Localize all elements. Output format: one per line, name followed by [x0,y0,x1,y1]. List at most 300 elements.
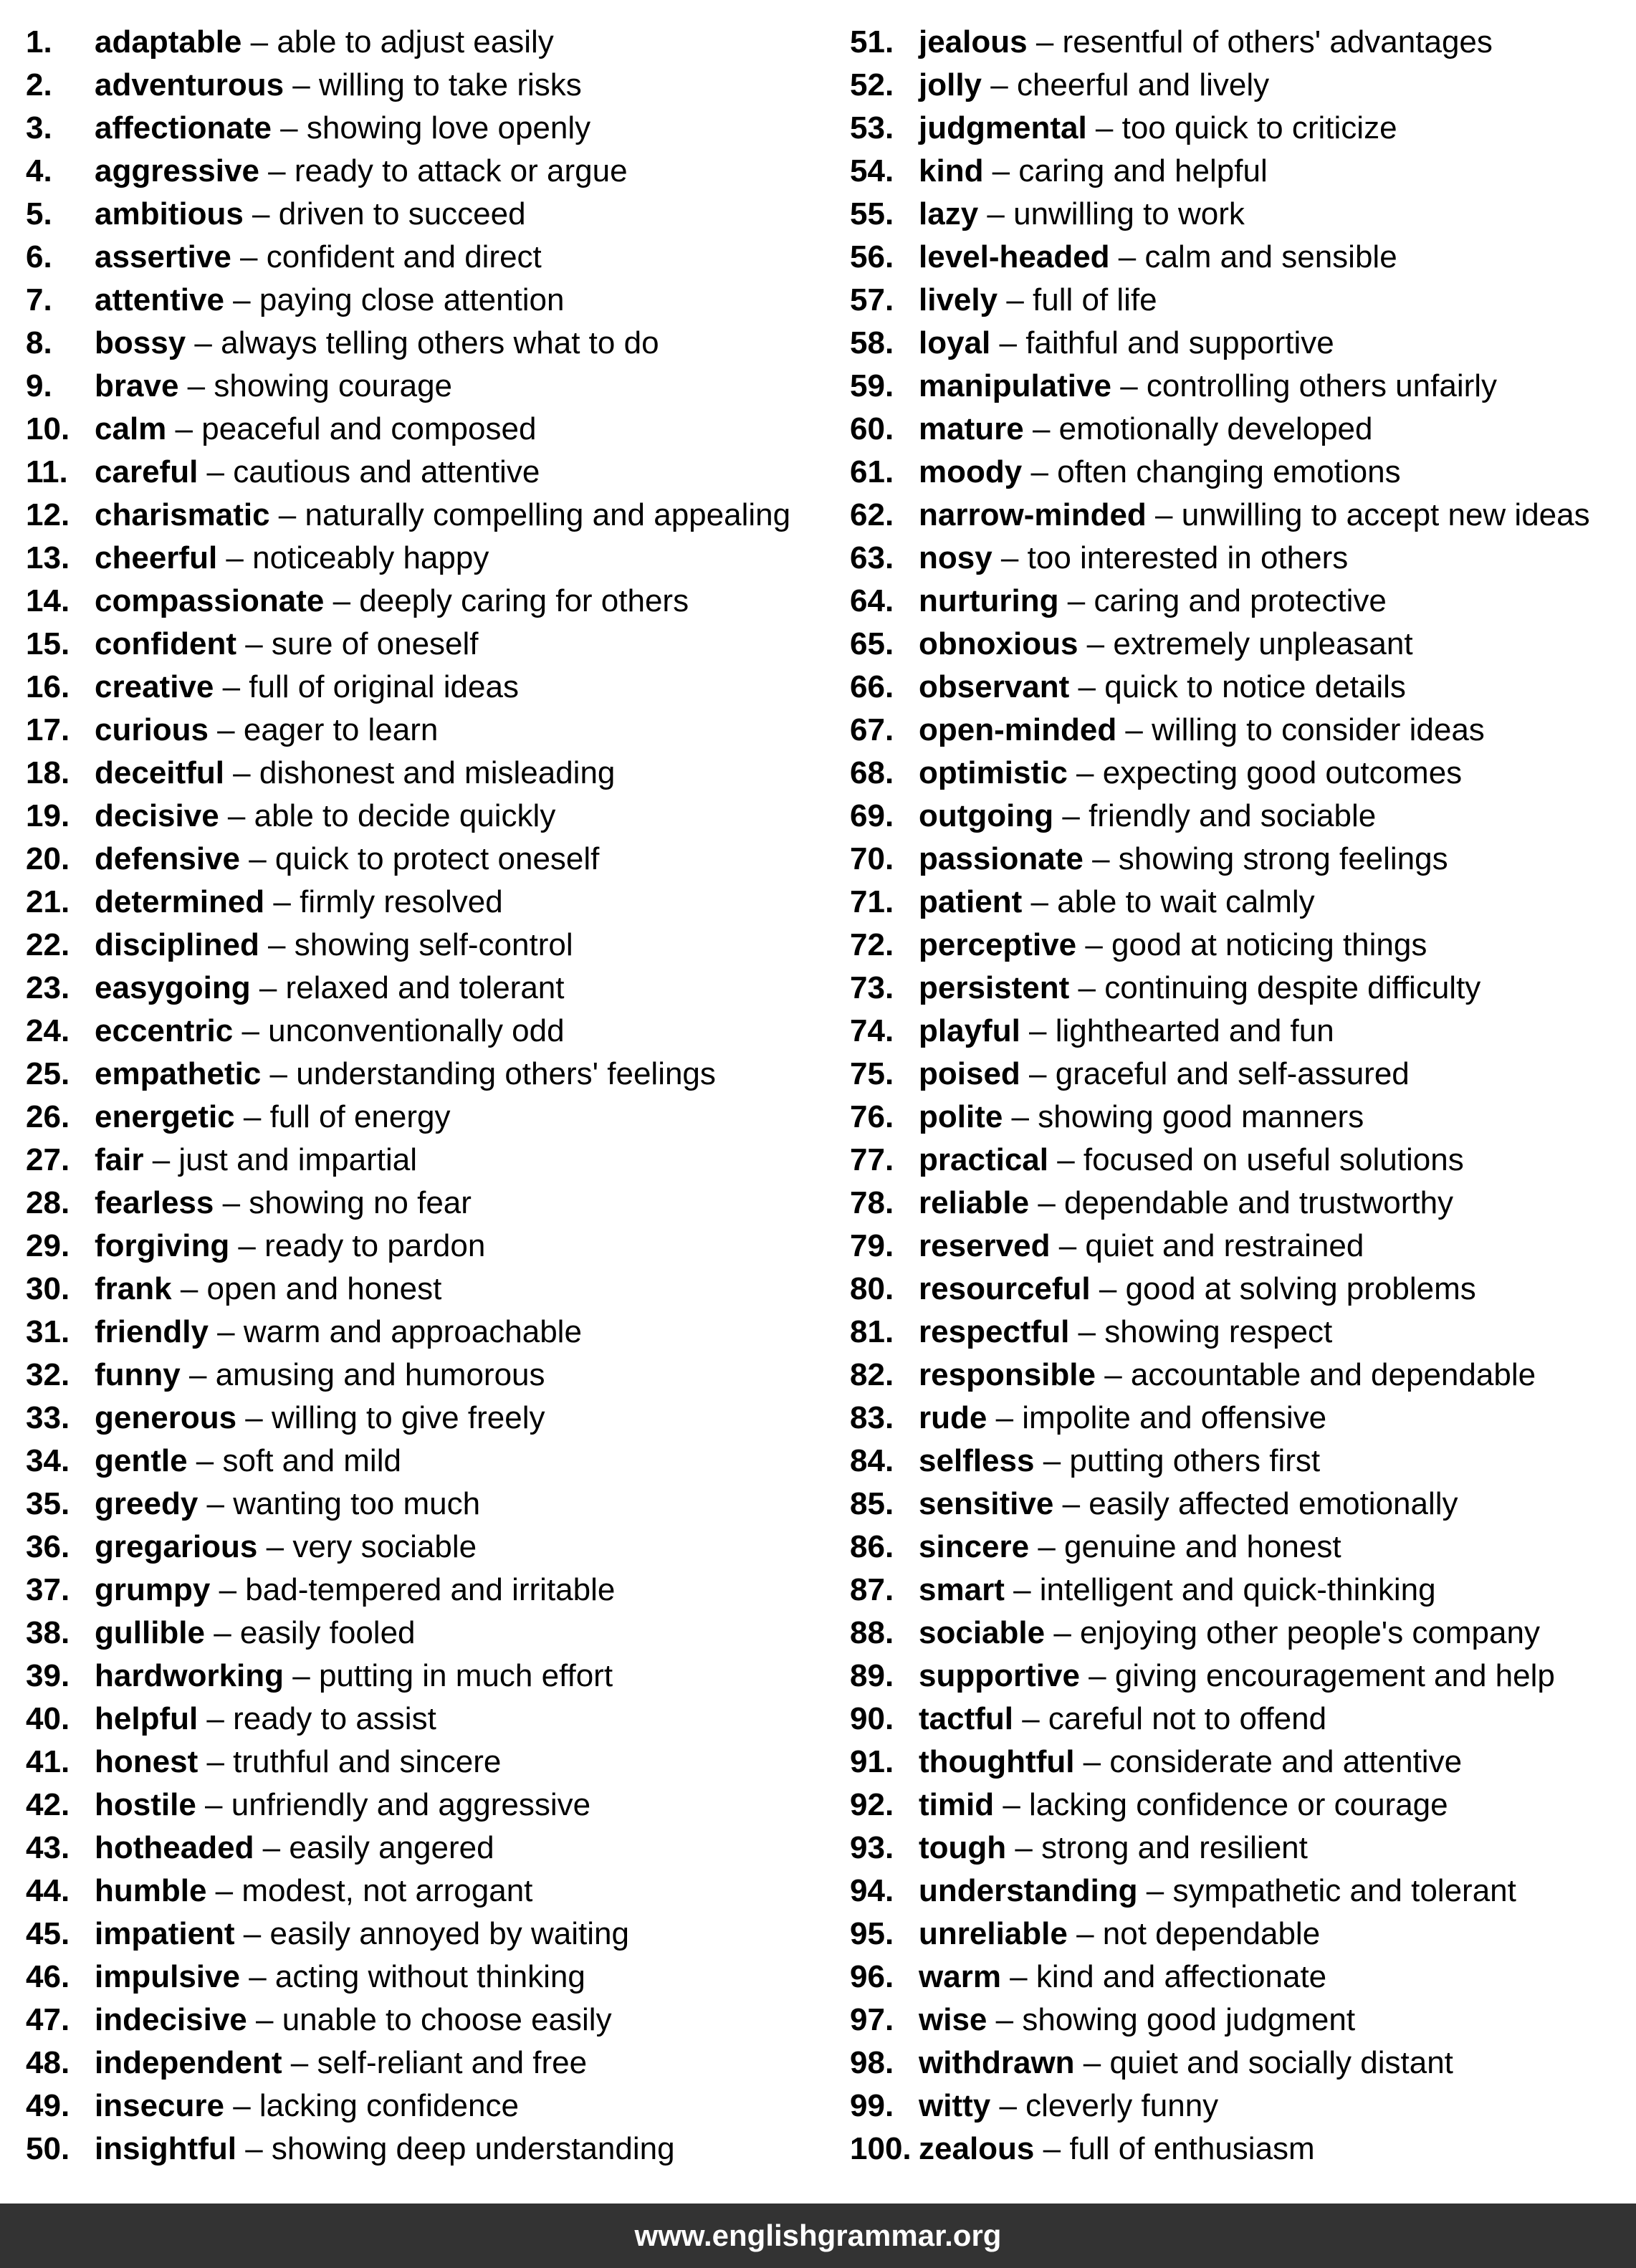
list-item [26,1010,821,1053]
item-number: 60. [850,411,894,446]
item-dash: – [1078,626,1114,661]
list-item [850,322,1624,365]
list-item [26,1096,821,1139]
item-definition: bad-tempered and irritable [245,1572,616,1607]
item-dash: – [998,282,1033,317]
item-number: 14. [26,583,70,618]
item-term: poised [919,1056,1020,1091]
item-definition: full of enthusiasm [1069,2131,1315,2166]
item-term: grumpy [95,1572,211,1607]
item-dash: – [243,196,279,231]
item-definition: amusing and humorous [215,1357,545,1392]
item-definition: always telling others what to do [221,325,659,360]
item-dash: – [1053,798,1089,833]
item-number: 47. [26,2002,70,2037]
item-number: 13. [26,540,70,575]
item-term: energetic [95,1099,235,1134]
item-definition: cleverly funny [1025,2088,1219,2123]
item-definition: kind and affectionate [1035,1959,1327,1994]
item-definition: naturally compelling and appealing [305,497,791,532]
item-dash: – [224,282,259,317]
list-item [26,1268,821,1311]
item-definition: quick to protect oneself [274,841,600,876]
item-definition: not dependable [1102,1916,1321,1951]
item-definition: emotionally developed [1058,411,1373,446]
item-term: lazy [919,196,979,231]
list-item [850,666,1624,709]
item-dash: – [214,669,249,704]
item-term: creative [95,669,214,704]
item-number: 83. [850,1400,894,1435]
item-term: helpful [95,1701,198,1736]
item-number: 29. [26,1228,70,1263]
item-dash: – [1069,1314,1105,1349]
list-item [850,494,1624,537]
item-number: 61. [850,454,894,489]
item-term: humble [95,1873,207,1908]
list-item [850,1655,1624,1698]
item-term: reliable [919,1185,1030,1220]
list-item [850,1741,1624,1784]
item-number: 100. [850,2131,912,2166]
item-dash: – [1048,1142,1084,1177]
item-dash: – [324,583,360,618]
list-item [26,1053,821,1096]
item-definition: able to adjust easily [277,24,554,59]
item-term: adaptable [95,24,242,59]
item-dash: – [231,239,267,274]
item-number: 69. [850,798,894,833]
item-term: withdrawn [919,2045,1075,2080]
item-definition: full of life [1033,282,1157,317]
item-term: patient [919,884,1023,919]
item-term: decisive [95,798,219,833]
item-number: 95. [850,1916,894,1951]
item-number: 87. [850,1572,894,1607]
item-term: hotheaded [95,1830,254,1865]
item-definition: showing love openly [306,110,591,145]
list-item [26,838,821,881]
item-term: frank [95,1271,172,1306]
item-dash: – [1074,1744,1110,1779]
item-term: resourceful [919,1271,1091,1306]
item-term: determined [95,884,265,919]
item-definition: unconventionally odd [268,1013,565,1048]
item-number: 11. [26,454,68,489]
list-item [850,408,1624,451]
item-term: independent [95,2045,282,2080]
item-number: 81. [850,1314,894,1349]
list-item [850,1053,1624,1096]
item-number: 62. [850,497,894,532]
item-dash: – [1116,712,1152,747]
item-term: attentive [95,282,224,317]
item-number: 15. [26,626,70,661]
item-dash: – [178,368,214,403]
item-term: wise [919,2002,987,2037]
list-item [850,150,1624,193]
item-dash: – [219,798,254,833]
list-item [850,1010,1624,1053]
item-dash: – [1023,411,1059,446]
item-term: tough [919,1830,1007,1865]
item-definition: full of energy [269,1099,451,1134]
item-term: outgoing [919,798,1054,833]
list-item [26,150,821,193]
item-definition: showing good manners [1038,1099,1364,1134]
item-term: aggressive [95,153,259,188]
list-item [850,838,1624,881]
item-dash: – [261,1056,297,1091]
item-number: 25. [26,1056,70,1091]
item-definition: dependable and trustworthy [1064,1185,1454,1220]
item-definition: quiet and restrained [1085,1228,1364,1263]
item-definition: lighthearted and fun [1055,1013,1334,1048]
list-item [26,1440,821,1483]
item-term: eccentric [95,1013,234,1048]
item-definition: strong and resilient [1041,1830,1308,1865]
item-term: careful [95,454,198,489]
item-number: 57. [850,282,894,317]
item-dash: – [224,2088,259,2123]
item-number: 23. [26,970,70,1005]
item-dash: – [239,1959,275,1994]
item-term: warm [919,1959,1001,1994]
item-definition: full of original ideas [249,669,519,704]
item-term: hostile [95,1787,196,1822]
list-item [26,1741,821,1784]
item-number: 9. [26,368,52,403]
list-item [26,1569,821,1612]
item-term: practical [919,1142,1048,1177]
list-item [26,795,821,838]
list-item [26,1182,821,1225]
list-item [850,64,1624,107]
list-item [26,1698,821,1741]
item-term: assertive [95,239,231,274]
item-definition: relaxed and tolerant [285,970,565,1005]
item-definition: lacking confidence [259,2088,519,2123]
item-number: 46. [26,1959,70,1994]
list-item [850,1225,1624,1268]
item-term: mature [919,411,1024,446]
list-item [26,1655,821,1698]
item-term: sensitive [919,1486,1054,1521]
item-term: gullible [95,1615,205,1650]
item-definition: graceful and self-assured [1055,1056,1410,1091]
list-item [850,1999,1624,2042]
item-definition: deeply caring for others [359,583,689,618]
item-number: 55. [850,196,894,231]
item-definition: genuine and honest [1064,1529,1341,1564]
item-dash: – [171,1271,207,1306]
list-item [26,924,821,967]
item-number: 68. [850,755,894,790]
item-dash: – [208,1314,244,1349]
list-item [26,580,821,623]
list-item [26,666,821,709]
item-definition: self-reliant and free [317,2045,588,2080]
item-definition: unfriendly and aggressive [231,1787,591,1822]
item-term: bossy [95,325,186,360]
website-url[interactable]: www.englishgrammar.org [634,2219,1002,2252]
item-dash: – [233,1013,269,1048]
item-dash: – [214,1185,249,1220]
list-item [850,537,1624,580]
item-number: 43. [26,1830,70,1865]
item-number: 8. [26,325,52,360]
item-term: playful [919,1013,1020,1048]
item-dash: – [269,497,305,532]
item-term: rude [919,1400,987,1435]
item-dash: – [1003,1099,1038,1134]
item-definition: showing respect [1104,1314,1333,1349]
item-number: 56. [850,239,894,274]
item-definition: considerate and attentive [1109,1744,1463,1779]
item-number: 19. [26,798,70,833]
item-definition: acting without thinking [274,1959,585,1994]
list-item [850,365,1624,408]
item-term: generous [95,1400,237,1435]
item-number: 37. [26,1572,70,1607]
list-item [26,451,821,494]
item-term: jolly [919,67,982,102]
item-dash: – [234,1916,270,1951]
list-item [26,1354,821,1397]
item-definition: easily fooled [239,1615,416,1650]
item-number: 45. [26,1916,70,1951]
item-dash: – [247,2002,282,2037]
list-item [850,967,1624,1010]
list-item [26,1827,821,1870]
item-dash: – [1029,1185,1065,1220]
item-dash: – [1137,1873,1173,1908]
list-item [26,1999,821,2042]
list-item [850,1698,1624,1741]
item-dash: – [196,1787,231,1822]
item-dash: – [1086,110,1122,145]
item-number: 73. [850,970,894,1005]
item-definition: calm and sensible [1144,239,1397,274]
list-item [850,1397,1624,1440]
item-term: nurturing [919,583,1059,618]
item-number: 7. [26,282,52,317]
item-dash: – [236,2131,272,2166]
item-dash: – [987,1400,1023,1435]
list-item [26,1956,821,1999]
list-item [850,1311,1624,1354]
item-dash: – [234,1099,270,1134]
item-number: 3. [26,110,52,145]
item-dash: – [186,325,221,360]
item-term: passionate [919,841,1084,876]
item-definition: dishonest and misleading [259,755,616,790]
list-item [26,21,821,64]
item-dash: – [198,1744,234,1779]
item-definition: quiet and socially distant [1109,2045,1453,2080]
item-number: 54. [850,153,894,188]
item-number: 44. [26,1873,70,1908]
item-dash: – [205,1615,240,1650]
item-number: 58. [850,325,894,360]
item-number: 22. [26,927,70,962]
list-item [26,2042,821,2085]
word-list-left-column [26,21,821,2171]
item-definition: ready to attack or argue [294,153,628,188]
item-term: compassionate [95,583,325,618]
item-term: brave [95,368,179,403]
item-number: 41. [26,1744,70,1779]
item-dash: – [1074,2045,1110,2080]
item-term: calm [95,411,167,446]
item-number: 38. [26,1615,70,1650]
item-dash: – [257,1529,293,1564]
item-number: 82. [850,1357,894,1392]
item-number: 17. [26,712,70,747]
item-term: ambitious [95,196,244,231]
item-definition: truthful and sincere [233,1744,502,1779]
item-number: 67. [850,712,894,747]
list-item [26,2128,821,2171]
list-item [850,193,1624,236]
item-definition: showing good judgment [1022,2002,1356,2037]
item-definition: putting others first [1069,1443,1321,1478]
list-item [26,107,821,150]
list-item [26,1913,821,1956]
list-item [26,881,821,924]
item-dash: – [1000,1959,1036,1994]
item-number: 35. [26,1486,70,1521]
item-term: kind [919,153,984,188]
item-number: 10. [26,411,70,446]
item-number: 53. [850,110,894,145]
item-dash: – [284,1658,319,1693]
item-definition: cautious and attentive [233,454,540,489]
item-dash: – [143,1142,179,1177]
item-definition: eager to learn [243,712,439,747]
item-dash: – [1029,1529,1065,1564]
item-number: 74. [850,1013,894,1048]
item-number: 52. [850,67,894,102]
item-term: witty [919,2088,991,2123]
item-term: indecisive [95,2002,247,2037]
item-dash: – [990,2088,1026,2123]
item-dash: – [217,540,253,575]
item-number: 48. [26,2045,70,2080]
item-number: 27. [26,1142,70,1177]
item-dash: – [224,755,259,790]
item-dash: – [236,626,272,661]
list-item [850,1784,1624,1827]
item-number: 1. [26,24,52,59]
item-definition: willing to give freely [271,1400,545,1435]
item-number: 70. [850,841,894,876]
item-number: 72. [850,927,894,962]
list-item [26,236,821,279]
item-definition: lacking confidence or courage [1029,1787,1448,1822]
item-definition: showing courage [214,368,453,403]
list-item [26,537,821,580]
item-definition: warm and approachable [243,1314,582,1349]
item-dash: – [264,884,300,919]
item-dash: – [1034,2131,1070,2166]
item-number: 91. [850,1744,894,1779]
list-item [26,2085,821,2128]
item-term: funny [95,1357,181,1392]
item-term: adventurous [95,67,284,102]
item-definition: easily angered [289,1830,494,1865]
item-definition: just and impartial [178,1142,418,1177]
item-term: defensive [95,841,240,876]
item-term: disciplined [95,927,259,962]
item-dash: – [250,970,286,1005]
item-number: 20. [26,841,70,876]
item-number: 16. [26,669,70,704]
item-term: supportive [919,1658,1080,1693]
item-number: 31. [26,1314,70,1349]
item-definition: quick to notice details [1104,669,1406,704]
item-term: smart [919,1572,1005,1607]
item-definition: sure of oneself [271,626,479,661]
item-dash: – [271,110,307,145]
item-number: 51. [850,24,894,59]
item-term: sincere [919,1529,1030,1564]
list-item [850,1612,1624,1655]
item-term: affectionate [95,110,272,145]
list-item [26,279,821,322]
item-definition: continuing despite difficulty [1104,970,1481,1005]
item-definition: showing strong feelings [1118,841,1448,876]
item-term: zealous [919,2131,1035,2166]
item-definition: good at noticing things [1111,927,1427,962]
list-item [850,451,1624,494]
item-number: 75. [850,1056,894,1091]
item-dash: – [987,2002,1023,2037]
item-term: friendly [95,1314,209,1349]
item-definition: focused on useful solutions [1083,1142,1464,1177]
list-item [26,967,821,1010]
list-item [850,709,1624,752]
item-number: 99. [850,2088,894,2123]
item-number: 12. [26,497,70,532]
item-definition: easily annoyed by waiting [269,1916,629,1951]
item-number: 2. [26,67,52,102]
item-dash: – [210,1572,246,1607]
item-number: 71. [850,884,894,919]
list-item [26,623,821,666]
item-number: 92. [850,1787,894,1822]
item-number: 78. [850,1185,894,1220]
list-item [850,1096,1624,1139]
item-dash: – [1045,1615,1081,1650]
item-term: level-headed [919,239,1110,274]
item-number: 63. [850,540,894,575]
item-definition: unwilling to accept new ideas [1181,497,1590,532]
item-number: 85. [850,1486,894,1521]
item-dash: – [983,153,1019,188]
item-term: narrow-minded [919,497,1147,532]
item-dash: – [1006,1830,1042,1865]
item-number: 4. [26,153,52,188]
list-item [850,580,1624,623]
item-dash: – [1095,1357,1131,1392]
list-item [26,408,821,451]
item-term: perceptive [919,927,1077,962]
list-item [850,1913,1624,1956]
item-dash: – [208,712,244,747]
item-definition: caring and helpful [1018,153,1268,188]
item-number: 40. [26,1701,70,1736]
